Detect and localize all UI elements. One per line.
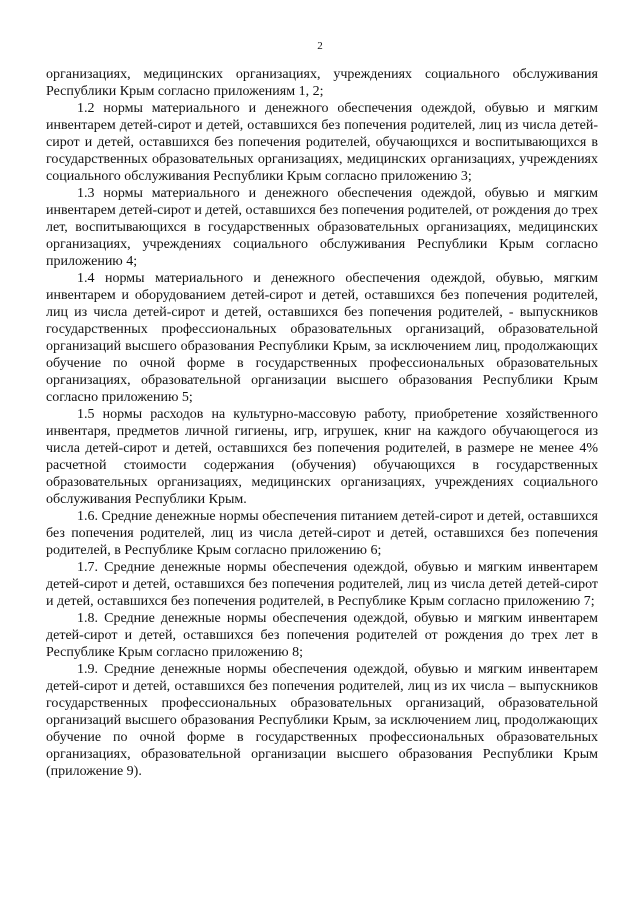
paragraph-continuation: организациях, медицинских организациях, учреждениях социального обслуживания Республики Крым согласно приложениям 1, 2;: [46, 67, 598, 99]
paragraph-1-9: 1.9. Средние денежные нормы обеспечения одеждой, обувью и мягким инвентарем детей-сирот и детей, оставшихся без попечения родителей, лиц из их числа – выпускников государственных профессиональных образовательных организаций, образовательной организаций высшего образования Республики Крым, за исключением лиц, продолжающих обучение по очной форме в государственных профессиональных образовательных организациях, образовательной организации высшего образования Республики Крым (приложение 9).: [46, 662, 598, 779]
paragraph-1-8: 1.8. Средние денежные нормы обеспечения одеждой, обувью и мягким инвентарем детей-сирот и детей, оставшихся без попечения родителей от рождения до трех лет в Республике Крым согласно приложению 8;: [46, 611, 598, 660]
page-number: 2: [317, 40, 323, 52]
paragraph-1-4: 1.4 нормы материального и денежного обеспечения одеждой, обувью, мягким инвентарем и оборудованием детей-сирот и детей, оставшихся без попечения родителей, лиц из числа детей-сирот и детей, оставшихся без попечения родителей, - выпускников государственных профессиональных образовательных организаций, образовательной организаций высшего образования Республики Крым, за исключением лиц, продолжающих обучение по очной форме в государственных профессиональных образовательных организациях, образовательной организации высшего образования Республики Крым согласно приложению 5;: [46, 271, 598, 405]
paragraph-1-6: 1.6. Средние денежные нормы обеспечения питанием детей-сирот и детей, оставшихся без попечения родителей, лиц из числа детей-сирот и детей, оставшихся без попечения родителей, в Республике Крым согласно приложению 6;: [46, 509, 598, 558]
paragraph-1-3: 1.3 нормы материального и денежного обеспечения одеждой, обувью и мягким инвентарем детей-сирот и детей, оставшихся без попечения родителей, от рождения до трех лет, воспитывающихся в государственных образовательных организациях, медицинских организациях, учреждениях социального обслуживания Республики Крым согласно приложению 4;: [46, 186, 598, 269]
paragraph-1-5: 1.5 нормы расходов на культурно-массовую работу, приобретение хозяйственного инвентаря, предметов личной гигиены, игр, игрушек, книг на каждого обучающегося из числа детей-сирот и детей, оставшихся без попечения родителей, в размере не менее 4% расчетной стоимости содержания (обучения) обучающихся в государственных образовательных организациях, медицинских организациях, учреждениях социального обслуживания Республики Крым.: [46, 407, 598, 507]
paragraph-1-2: 1.2 нормы материального и денежного обеспечения одеждой, обувью и мягким инвентарем детей-сирот и детей, оставшихся без попечения родителей, лиц из числа детей-сирот и детей, оставшихся без попечения родителей, обучающихся и воспитывающихся в государственных образовательных организациях, медицинских организациях, учреждениях социального обслуживания Республики Крым согласно приложению 3;: [46, 101, 598, 184]
document-body: [46, 66, 598, 780]
paragraph-1-7: 1.7. Средние денежные нормы обеспечения одеждой, обувью и мягким инвентарем детей-сирот и детей, оставшихся без попечения родителей, лиц из числа детей детей-сирот и детей, оставшихся без попечения родителей, в Республике Крым согласно приложению 7;: [46, 560, 598, 609]
